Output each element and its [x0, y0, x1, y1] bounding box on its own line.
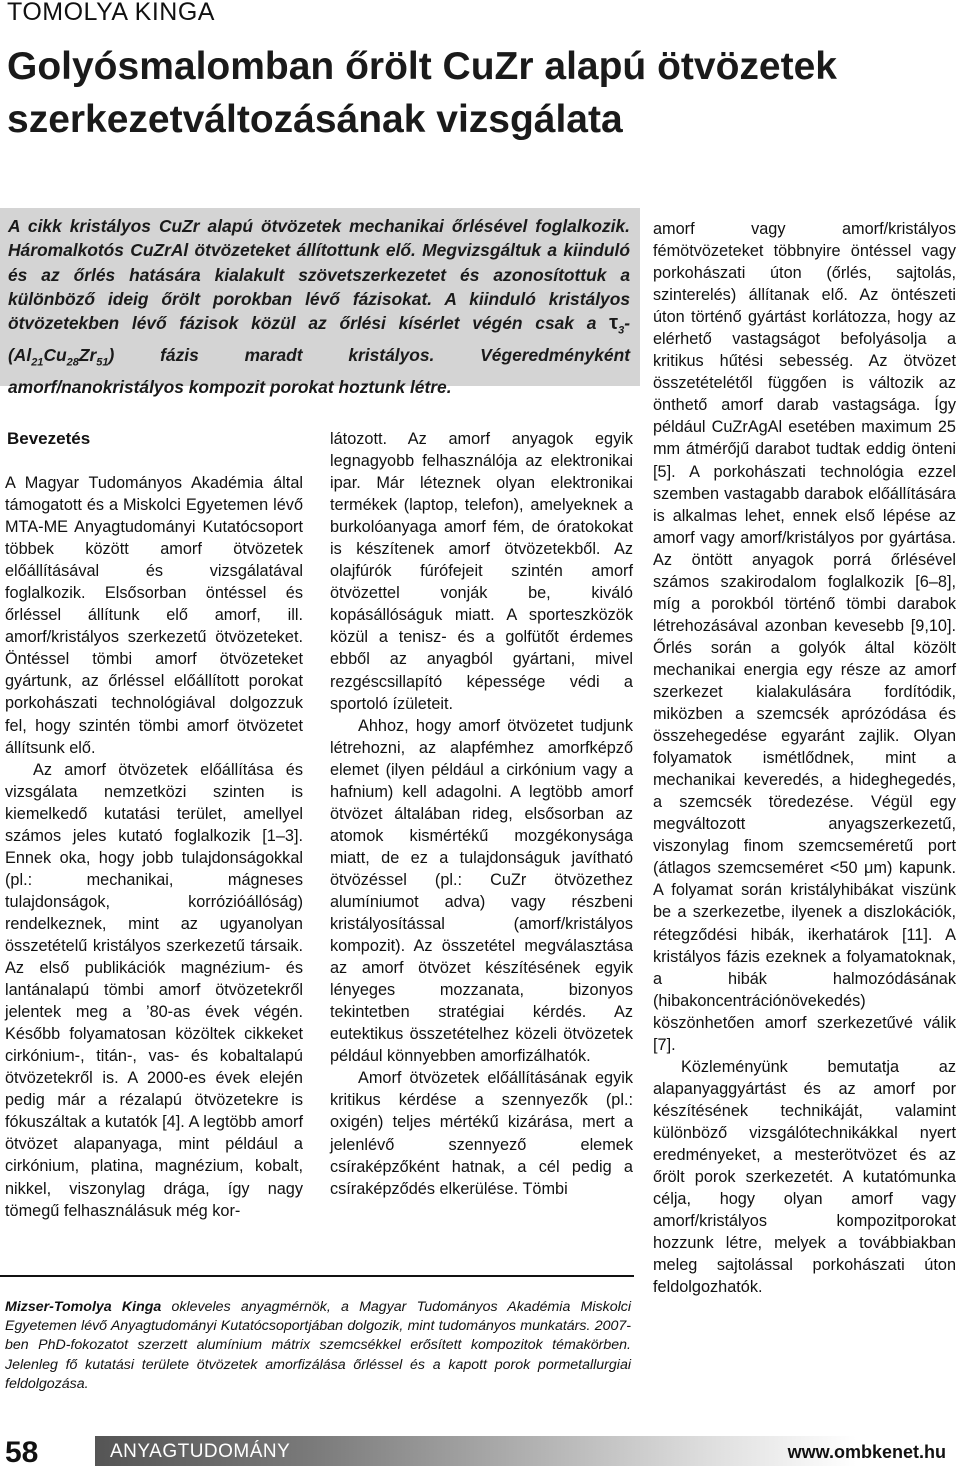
- article-title: [7, 40, 947, 146]
- title-line-1: Golyósmalomban őrölt CuZr alapú ötvözetek: [7, 45, 837, 88]
- bio-name: Mizser-Tomolya Kinga: [5, 1299, 162, 1315]
- footer-url: www.ombkenet.hu: [787, 1442, 946, 1462]
- paragraph: látozott. Az amorf anyagok egyik legnagyobb felhasználója az elektronikai ipar. Már léteznek olyan elektronikai termékek (laptop, telefon), amelyeknek a burkolóanyaga amorf fém, de óratokokat is készítenek amorf ötvözetekből. Az olajfúrók fúrófejeit szintén amorf ötvözettel vonják be, kiváló kopásállóságuk miatt. A sporteszközök közül a tenisz- és a golfütőt érdemes ebből az anyagból gyártani, mivel rezgéscsillapító képessége védi a sportoló ízületeit.: [330, 430, 633, 713]
- paragraph: amorf vagy amorf/kristályos fémötvözeteket többnyire öntéssel vagy porkohászati úton (őrlés, sajtolás, szinterelés) állítanak elő. Az öntészeti úton történő gyártást korlátozza, hogy az elérhető vastagságot befolyásolja a kritikus hűtési sebesség. Az ötvözet összetételétől függően is változik az önthető amorf darab vastagsága. Így például CuZrAgAl esetében maximum 25 mm átmérőjű darabot tudtak eddig önteni [5]. A porkohászati technológia ezzel szemben vastagabb darabok előállítására is alkalmas lehet, ennek első lépése az amorf vagy amorf/kristályos por gyártása. Az öntött anyagok porrá őrlésével számos szakirodalom foglalkozik [6–8], míg a porokból történő tömbi darabok létrehozásával azonban kevesebb [9,10]. Őrlés során a golyók által közölt mechanikai energia egy része az amorf szerkezet kialakulására fordítódik, miközben a szemcsék aprózódása és összehegedése egyaránt zajlik. Olyan folyamatok ismétlődnek, mint a mechanikai keveredés, a hideghegedés, a szemcsék töredezése. Végül egy megváltozott anyagszerkezetű, viszonylag finom szemcseméretű port (átlagos szemcseméret <50 μm) kapunk. A folyamat során kristályhibákat viszünk be a szerkezetbe, ilyenek a diszlokációk, rétegződési hibák, ikerhatárok [11]. A kristályos fázis ezeknek a folyamatoknak, a hibák halmozódásának (hibakoncentrációnövekedés) köszönhetően amorf szerkezetűvé válik [7].: [653, 220, 956, 1054]
- paragraph: Amorf ötvözetek előállításának egyik kritikus kérdése a szennyezők (pl.: oxigén) teljes mértékű kizárása, mert a jelenlévő szennyező elemek csíraképzőként hatnak, a cél pedig a csíraképződés elkerülése. Tömbi: [330, 1069, 633, 1198]
- column-1: [5, 472, 303, 1222]
- abstract-text: A cikk kristályos CuZr alapú ötvözetek mechanikai őrlésével foglalkozik. Háromalkotós CuZrAl ötvözeteket állítottunk elő. Megvizsgáltuk a kiinduló és az őrlés hatására kialakult szövetszerkezetet és azonosítottuk a különböző ideig őrölt porokban lévő fázisokat. A kiinduló kristályos ötvözetekben lévő fázisok közül az őrlési kísérlet végén csak a $\tau_3-$ $(Al_{21}Cu_{28}Zr_{51})$ fázis maradt kristályos. Végeredményként amorf/nanokristályos kompozit porokat hoztunk létre.: [8, 216, 630, 397]
- column-3: [653, 218, 956, 1298]
- journal-name: ANYAGTUDOMÁNY: [110, 1441, 291, 1462]
- paragraph: Ahhoz, hogy amorf ötvözetet tudjunk létrehozni, az alapfémhez amorfképző elemet (ilyen például a cirkónium vagy a hafnium) kell adagolni. A legtöbb amorf ötvözet általában rideg, elsősorban az atomok kismértékű mozgékonysága miatt, de ez a tulajdonságuk javítható ötvözéssel (pl.: CuZr ötvözethez alumíniumot adva) vagy részbeni kristályosítással (amorf/kristályos kompozit). Az összetétel megválasztása az amorf ötvözet készítésének egyik lényeges mozzanata, bizonyos tekintetben stratégiai kérdés. Az eutektikus összetételhez közeli ötvözetek például könnyebben amorfizálhatók.: [330, 716, 633, 1066]
- page-number: 58: [5, 1436, 39, 1469]
- paragraph: Közleményünk bemutatja az alapanyaggyártást és az amorf por készítésének technikáját, valamint különböző vizsgálótechnikákkal nyert eredményeket, a mesterötvözet és az őrölt porok szerkezetét. A kutatómunka célja, hogy olyan amorf vagy amorf/kristályos kompozitporokat hozzunk létre, melyek a továbbiakban meleg sajtolással porkohászati úton feldolgozhatók.: [653, 1057, 956, 1297]
- abstract-box: [0, 208, 640, 397]
- bio-text: okleveles anyagmérnök, a Magyar Tudományos Akadémia Miskolci Egyetemen lévő Anyagtudományi Kutatócsoportjában dolgozik, mint tudományos munkatárs. 2007-ben PhD-fokozatot szerzett alumínium mátrix szemcsékkel erősített kompozitok témakörben. Jelenleg fő kutatási területe ötvözetek amorfizálása őrléssel és a kapott porok pormetallurgiai feldolgozása.: [5, 1299, 631, 1392]
- paragraph: A Magyar Tudományos Akadémia által támogatott és a Miskolci Egyetemen lévő MTA-ME Anyagtudományi Kutatócsoport többek között amorf ötvözetek előállításával és vizsgálatával foglalkozik. Elsősorban öntéssel és őrléssel állítunk elő amorf, ill. amorf/kristályos szerkezetű ötvözeteket. Öntéssel tömbi amorf ötvözeteket gyártunk, az őrléssel előállított porokat porkohászati technológiával dolgozzuk fel, hogy szintén tömbi amorf ötvözetet állítsunk elő.: [5, 474, 303, 757]
- paragraph: Az amorf ötvözetek előállítása és vizsgálata nemzetközi szinten is kiemelkedő kutatási terület, amellyel számos jeles kutató foglalkozik [1–3]. Ennek oka, hogy jobb tulajdonságokkal (pl.: mechanikai, mágneses tulajdonságok, korrózióállóság) rendelkeznek, mint az ugyanolyan összetételű kristályos szerkezetű társaik. Az első publikációk magnézium- és lantánalapú tömbi amorf ötvözetekről jelentek meg a ’80-as évek végén. Később folyamatosan közöltek cikkeket cirkónium-, titán-, vas- és kobaltalapú ötvözetekről is. A 2000-es évek elején pedig már a rézalapú ötvözetekre is fókuszáltak a kutatók [4]. A legtöbb amorf ötvözet alapanyaga, mint például a cirkónium, platina, magnézium, kobalt, nikkel, viszonylag drága, így nagy tömegű felhasználásuk még kor-: [5, 760, 303, 1220]
- title-line-2: szerkezetváltozásának vizsgálata: [7, 98, 623, 141]
- column-2: [330, 428, 633, 1200]
- section-heading: Bevezetés: [7, 429, 91, 448]
- bio-divider: [0, 1275, 634, 1277]
- author-header: TOMOLYA KINGA: [7, 0, 215, 26]
- author-bio: [5, 1298, 631, 1394]
- tau-symbol: τ: [609, 312, 619, 335]
